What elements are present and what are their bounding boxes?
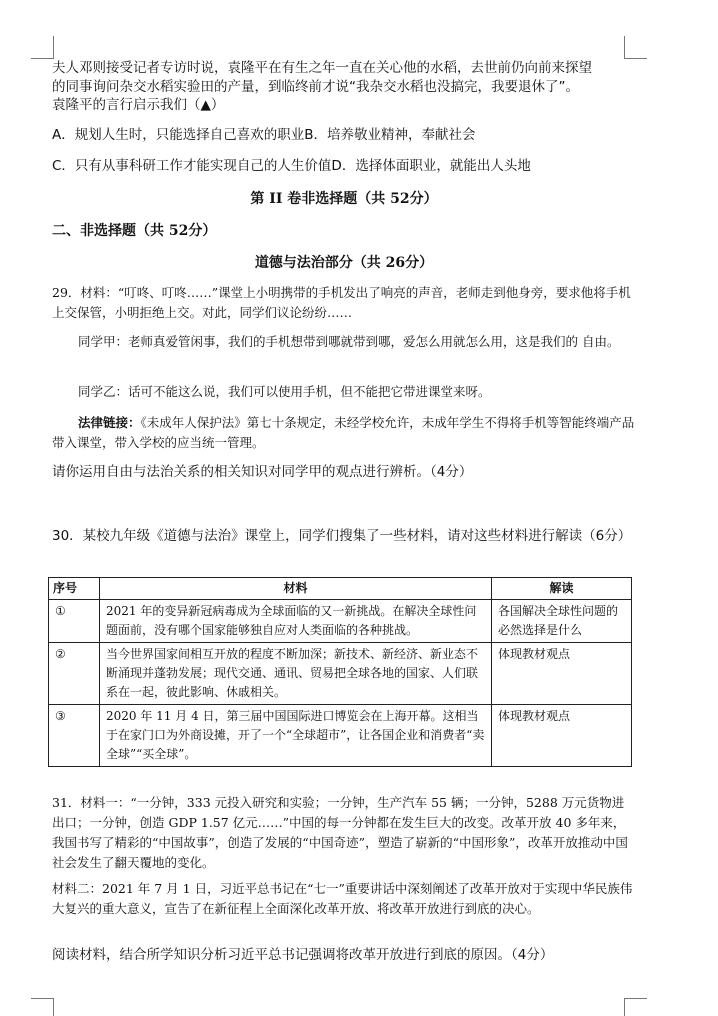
q28-stem-line-3: 袁隆平的言行启示我们（▲） (52, 97, 225, 113)
row-number: ② (49, 643, 100, 705)
row-number: ① (49, 600, 100, 643)
q31-material-one: 31．材料一：“一分钟，333 元投入研究和实验；一分钟，生产汽车 55 辆；一分钟，5288 万元货物进出口；一分钟，创造 GDP 1.57 亿元……”中国的每一分钟都在发生巨大的改变。改革开放 40 多年来，我国书写了精彩的“中国故事”，创造了发展的“中国奇迹”，塑造了崭新的“中国形象”，改革开放推动中国社会发生了翻天覆地的变化。 (52, 795, 628, 870)
q28-stem-line-2: 的同事询问杂交水稻实验田的产量，到临终前才说“我杂交水稻也没搞完，我要退休了”。 (52, 79, 579, 95)
table-row (49, 643, 632, 705)
row-material: 2021 年的变异新冠病毒成为全球面临的又一新挑战。在解决全球性问题面前，没有哪个国家能够独自应对人类面临的各种挑战。 (100, 600, 492, 643)
q29-student-b: 同学乙：话可不能这么说，我们可以使用手机，但不能把它带进课堂来呀。 (78, 384, 491, 399)
q31-question: 阅读材料，结合所学知识分析习近平总书记强调将改革开放进行到底的原因。（4分） (52, 947, 554, 963)
row-material: 2020 年 11 月 4 日，第三届中国国际进口博览会在上海开幕。这相当于在家门口为外商设摊，开了一个“全球超市”，让各国企业和消费者“卖全球”“买全球”。 (100, 705, 492, 767)
crop-mark-top-right (624, 36, 647, 59)
column-header-interpretation: 解读 (492, 578, 632, 600)
part-two-title: 第 II 卷非选择题（共 52分） (250, 191, 438, 207)
row-material: 当今世界国家间相互开放的程度不断加深；新技术、新经济、新业态不断涌现并蓬勃发展；现代交通、通讯、贸易把全球各地的国家、人们联系在一起，彼此影响、休戚相关。 (100, 643, 492, 705)
row-interpretation: 体现教材观点 (492, 643, 632, 705)
column-header-material: 材料 (100, 578, 492, 600)
table-row (49, 600, 632, 643)
q29-material: 29．材料：“叮咚、叮咚……”课堂上小明携带的手机发出了响亮的声音，老师走到他身旁，要求他将手机上交保管，小明拒绝上交。对此，同学们议论纷纷…… (52, 285, 631, 320)
column-header-number: 序号 (49, 578, 100, 600)
row-number: ③ (49, 705, 100, 767)
q29-student-a: 同学甲：老师真爱管闲事，我们的手机想带到哪就带到哪，爱怎么用就怎么用，这是我们的 自由。 (78, 334, 620, 349)
q29-law-text: 《未成年人保护法》第七十条规定，未经学校允许，未成年学生不得将手机等智能终端产品带入课堂，带入学校的应当统一管理。 (52, 415, 635, 450)
q29-law-label: 法律链接： (78, 415, 141, 430)
row-interpretation: 体现教材观点 (492, 705, 632, 767)
table-row (49, 705, 632, 767)
row-interpretation: 各国解决全球性问题的必然选择是什么 (492, 600, 632, 643)
q28-options-ab: A．规划人生时，只能选择自己喜欢的职业B．培养敬业精神，奉献社会 (52, 127, 476, 143)
table-header-row (49, 578, 632, 600)
q30-material-table (48, 577, 632, 767)
q30-prompt: 30．某校九年级《道德与法治》课堂上，同学们搜集了一些材料，请对这些材料进行解读（6分） (52, 528, 632, 544)
crop-mark-bottom-right (624, 998, 647, 1016)
section-two-title: 二、非选择题（共 52分） (52, 223, 217, 239)
crop-mark-bottom-left (31, 998, 54, 1016)
q31-material-two: 材料二：2021 年 7 月 1 日，习近平总书记在“七一”重要讲话中深刻阐述了改革开放对于实现中华民族伟大复兴的重大意义，宣告了在新征程上全面深化改革开放、将改革开放进行到底的决心。 (52, 881, 633, 916)
q29-law-link (52, 413, 636, 453)
q28-stem-line-1: 夫人邓则接受记者专访时说，袁隆平在有生之年一直在关心他的水稻，去世前仍向前来探望 (52, 60, 592, 76)
crop-mark-top-left (31, 36, 54, 59)
q28-options-cd: C．只有从事科研工作才能实现自己的人生价值D．选择体面职业，就能出人头地 (52, 158, 531, 174)
q29-question: 请你运用自由与法治关系的相关知识对同学甲的观点进行辨析。（4分） (52, 464, 473, 480)
subsection-title: 道德与法治部分（共 26分） (254, 255, 434, 271)
